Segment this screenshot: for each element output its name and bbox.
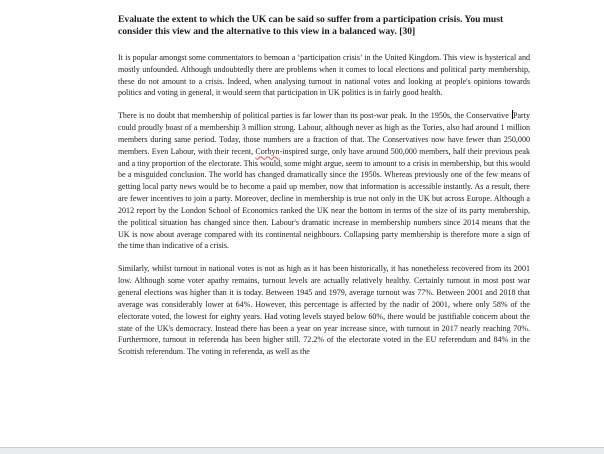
membership-text-part-3: -inspired surge, only have around 500,000 members, half their previous peak and a tiny proportion of the electorate. This would, some might argue, seem to amount to a crisis in membership, but this would be a misguided conclusion. The world has changed dramatically since the 1950s. Whereas previously one of the few means of getting local party news would be to become a paid up member, now that information is accessible instantly. As a result, there are fewer incentives to join a party. Moreover, decline in membership is true not only in the UK but across Europe. Although a 2012 report by the London School of Economics ranked the UK near the bottom in terms of the size of its party membership, the political situation has changed since then. Labour's dramatic increase in membership numbers since 2014 means that the UK is now about average compared with its continental neighbours. Collapsing party membership is therefore more a sign of the time than indicative of a crisis. [118,146,530,251]
membership-text-part-2: Party could proudly boast of a membership 3 million strong. Labour, although never as high as the Tories, also had around 1 million members during same period. Today, those numbers are a fraction of that. The Conservatives now have fewer than 250,000 members. Even Labour, with their recent, [118,111,530,156]
membership-paragraph [118,110,530,252]
essay-question: Evaluate the extent to which the UK can be said so suffer from a participation crisis. You must consider this view and the alternative to this view in a balanced way. [30] [118,14,504,38]
intro-paragraph: It is popular amongst some commentators to bemoan a ‘participation crisis’ in the United Kingdom. This view is hysterical and mostly unfounded. Although undoubtedly there are problems when it comes to local elections and political party membership, these do not amount to a crisis. Indeed, when analysing turnout in national votes and looking at people's opinions towards politics and voting in general, it would seem that participation in UK politics is in fairly good health. [118,52,530,98]
horizontal-scrollbar[interactable] [0,447,604,454]
membership-text-part-1: There is no doubt that membership of political parties is far lower than its post-war peak. In the 1950s, the Conservative [118,111,511,121]
turnout-paragraph: Similarly, whilst turnout in national votes is not as high as it has been historically, it has nonetheless recovered from its 2001 low. Although some voter apathy remains, turnout levels are actually relatively healthy. Certainly turnout in most post war general elections was higher than it is today. Between 1945 and 1979, average turnout was 77%. Between 2001 and 2018 that average was considerably lower at 64%. However, this percentage is affected by the nadir of 2001, where only 58% of the electorate voted, the lowest for eighty years. Had voting levels stayed below 60%, there would be justifiable concern about the state of the UK's democracy. Instead there has been a year on year increase since, with turnout in 2017 nearly reaching 70%. Furthermore, turnout in referenda has been higher still. 72.2% of the electorate voted in the EU referendum and 84% in the Scottish referendum. The voting in referenda, as well as the [118,264,530,357]
spellcheck-flagged-word[interactable]: Corbyn [255,146,280,156]
document-page[interactable] [118,14,530,358]
